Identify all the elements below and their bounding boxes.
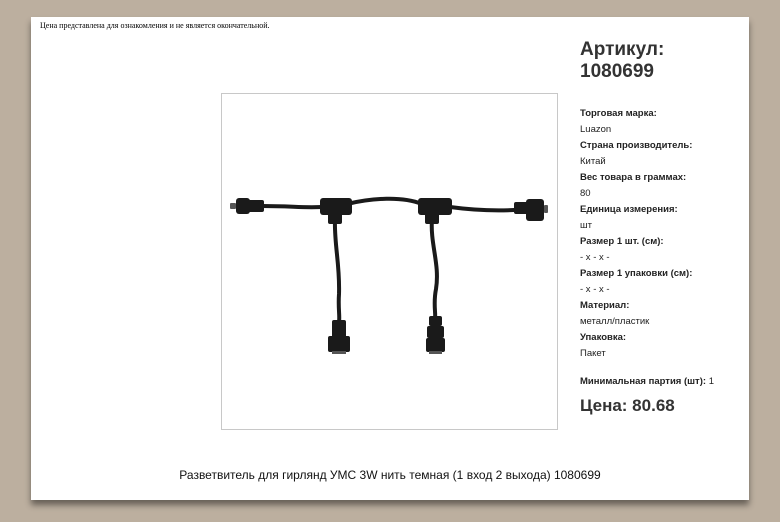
spec-label-packaging: Упаковка: xyxy=(580,332,627,343)
spec-value-unit: шт xyxy=(580,220,592,231)
min-batch-value: 1 xyxy=(708,376,714,387)
product-sheet xyxy=(31,17,749,500)
min-batch-label: Минимальная партия (шт): xyxy=(580,376,707,387)
price-disclaimer: Цена представлена для ознакомления и не является окончательной. xyxy=(40,21,270,30)
spec-value-item-size: - x - x - xyxy=(580,252,610,263)
spec-label-country: Страна производитель: xyxy=(580,140,693,151)
spec-list xyxy=(580,106,745,362)
spec-label-item-size: Размер 1 шт. (см): xyxy=(580,236,664,247)
product-photo xyxy=(221,93,558,430)
price: Цена: 80.68 xyxy=(580,396,675,415)
min-batch xyxy=(580,374,745,390)
article-number: 1080699 xyxy=(580,61,654,82)
spec-label-material: Материал: xyxy=(580,300,630,311)
product-name: Разветвитель для гирлянд УМС 3W нить темная (1 вход 2 выхода) 1080699 xyxy=(179,468,601,482)
article-heading xyxy=(580,39,745,83)
spec-label-weight: Вес товара в граммах: xyxy=(580,172,687,183)
splitter-cable-image xyxy=(222,94,557,429)
spec-label-package-size: Размер 1 упаковки (см): xyxy=(580,268,693,279)
article-label: Артикул: xyxy=(580,39,665,60)
spec-value-material: металл/пластик xyxy=(580,316,650,327)
spec-value-brand: Luazon xyxy=(580,124,612,135)
product-info-panel xyxy=(580,39,745,416)
spec-label-unit: Единица измерения: xyxy=(580,204,678,215)
spec-value-package-size: - x - x - xyxy=(580,284,610,295)
spec-value-country: Китай xyxy=(580,156,606,167)
spec-value-packaging: Пакет xyxy=(580,348,606,359)
spec-label-brand: Торговая марка: xyxy=(580,108,657,119)
spec-value-weight: 80 xyxy=(580,188,591,199)
